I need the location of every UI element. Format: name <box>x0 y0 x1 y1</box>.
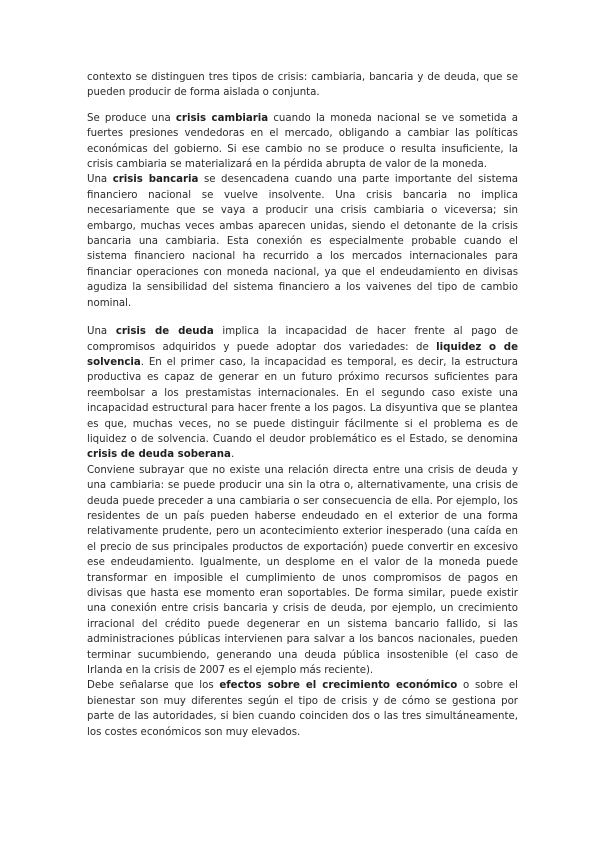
paragraph-efectos <box>87 678 518 740</box>
p2-run-0: Se produce una <box>87 112 176 124</box>
p4-run-6: . <box>230 449 235 461</box>
p4-run-2: implica la incapacidad de hacer frente al pago de compromisos adquiridos y puede adoptar dos variedades: de <box>87 326 519 353</box>
p6-run-0: Debe señalarse que los <box>87 680 220 692</box>
p3-run-0: Una <box>87 174 113 186</box>
p2-run-2: cuando la moneda nacional se ve sometida a fuertes presiones vendedoras en el mercado, obligando a cambiar las políticas económicas del gobierno. Si ese cambio no se produce o resulta insuficiente, la crisis cambiaria se materializará en la pérdida abrupta de valor de la moneda. <box>87 112 518 171</box>
term-deuda-soberana: crisis de deuda soberana <box>87 449 231 461</box>
p1-run-0: contexto se distinguen tres tipos de crisis: cambiaria, bancaria y de deuda, que se pueden producir de forma aislada o conjunta. <box>87 72 518 99</box>
term-efectos-crecimiento: efectos sobre el crecimiento económico <box>219 680 458 692</box>
p4-run-0: Una <box>87 326 116 338</box>
document-page <box>87 70 518 740</box>
paragraph-crisis-cambiaria <box>87 111 518 173</box>
term-crisis-bancaria: crisis bancaria <box>112 174 199 186</box>
p6-run-2: o sobre el bienestar son muy diferentes según el tipo de crisis y de cómo se gestiona por parte de las autoridades, si bien cuando coinciden dos o las tres simultáneamente, los costes económicos son muy elevados. <box>87 680 518 738</box>
p3-run-2: se desencadena cuando una parte importante del sistema financiero nacional se vuelve insolvente. Una crisis bancaria no implica necesariamente que se vaya a producir una crisis cambiaria o viceversa; sin embargo, muchas veces ambas aparecen unidas, siendo el detonante de la crisis bancaria una cambiaria. Esta conexión es especialmente probable cuando el sistema financiero nacional ha recurrido a los mercados internacionales para financiar operaciones con moneda nacional, ya que el endeudamiento en divisas agudiza la sensibilidad del sistema financiero a los vaivenes del tipo de cambio nominal. <box>87 174 518 309</box>
term-crisis-de-deuda: crisis de deuda <box>115 326 214 338</box>
term-liquidez-solvencia: liquidez o de solvencia <box>87 341 518 368</box>
paragraph-crisis-bancaria <box>87 172 518 311</box>
term-crisis-cambiaria: crisis cambiaria <box>175 112 269 124</box>
p5-run-0: Conviene subrayar que no existe una relación directa entre una crisis de deuda y una cambiaria: se puede producir una sin la otra o, alternativamente, una crisis de deuda puede preceder a una cambiaria o ser consecuencia de ella. Por ejemplo, los residentes de un país pueden haberse endeudado en el exterior de una forma relativamente prudente, pero un acontecimiento exterior inesperado (una caída en el precio de sus principales productos de exportación) puede convertir en excesivo ese endeudamiento. Igualmente, un desplome en el valor de la moneda puede transformar en imposible el cumplimiento de unos compromisos de pagos en divisas que hasta ese momento eran soportables. De forma similar, puede existir una conexión entre crisis bancaria y crisis de deuda, por ejemplo, un crecimiento irracional del crédito puede degenerar en un sistema bancario fallido, si las administraciones públicas intervienen para salvar a los bancos nacionales, pueden terminar sucumbiendo, generando una deuda pública insostenible (el caso de Irlanda en la crisis de 2007 es el ejemplo más reciente). <box>87 464 518 677</box>
paragraph-1 <box>87 70 518 101</box>
paragraph-crisis-deuda <box>87 324 518 463</box>
p4-run-4: . En el primer caso, la incapacidad es temporal, es decir, la estructura productiva es capaz de generar en un futuro próximo recursos suficientes para reembolsar a los prestamistas internacionales. En el segundo caso existe una incapacidad estructural para hacer frente a los pagos. La disyuntiva que se plantea es que, muchas veces, no se puede distinguir fácilmente si el problema es de liquidez o de solvencia. Cuando el deudor problemático es el Estado, se denomina <box>87 356 518 445</box>
paragraph-conviene-subrayar <box>87 463 518 679</box>
